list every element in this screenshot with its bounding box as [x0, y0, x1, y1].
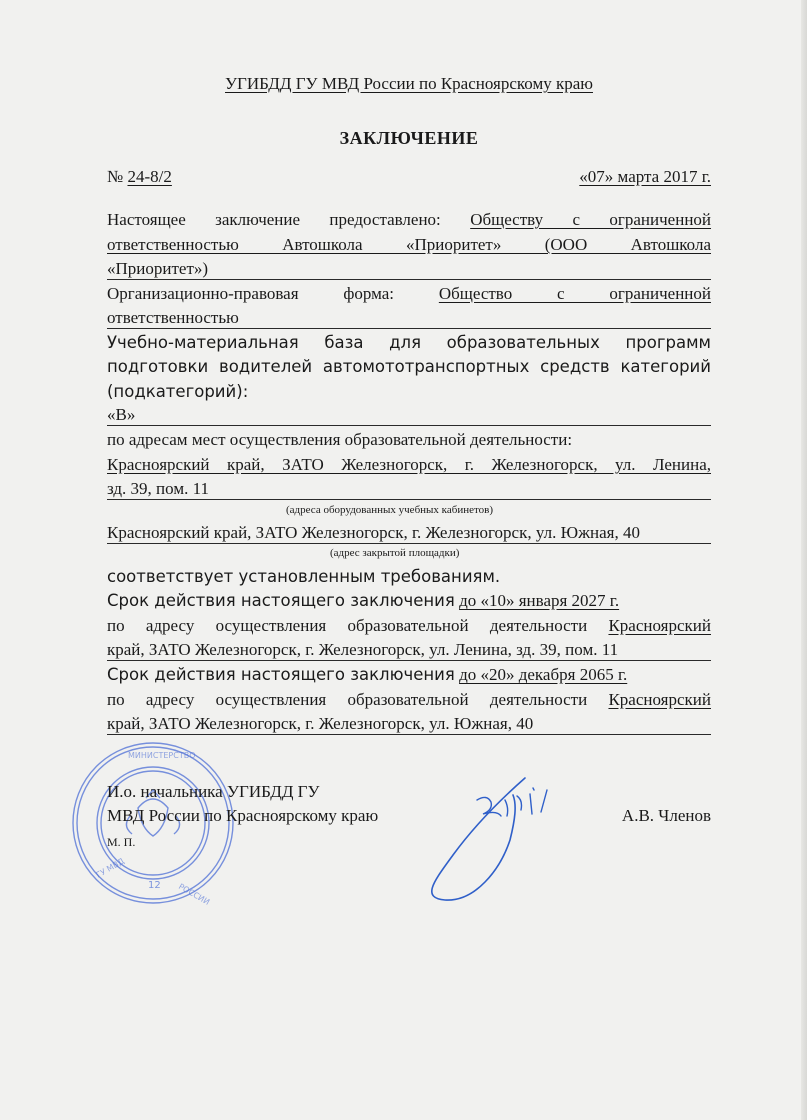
legal-form-value-2: ответственностью: [107, 308, 239, 327]
validity-2-addr-line-2: [107, 714, 711, 735]
category-value: «В»: [107, 405, 136, 424]
validity-1-addr-value-1: Красноярский: [608, 616, 711, 635]
validity-2-line: [107, 665, 711, 685]
svg-text:МИНИСТЕРСТВО: МИНИСТЕРСТВО: [128, 751, 196, 760]
validity-1-date: до «10» января 2027 г.: [459, 591, 620, 610]
validity-1-addr-label: по адресу осуществления образовательной деятельности: [107, 616, 588, 635]
validity-2-addr-value-1: Красноярский: [608, 690, 711, 709]
legal-form-label: Организационно-правовая форма:: [107, 284, 395, 303]
document-title: ЗАКЛЮЧЕНИЕ: [339, 128, 479, 148]
address-2-line: [107, 523, 711, 544]
validity-1-addr-line-2: [107, 640, 711, 661]
address-1-caption: (адреса оборудованных учебных кабинетов): [286, 504, 494, 516]
number-prefix: №: [107, 167, 124, 186]
validity-1-line: [107, 591, 711, 611]
base-line-3: (подкатегорий):: [107, 382, 249, 401]
validity-1-addr-value-2: край, ЗАТО Железногорск, г. Железногорск, ул. Ленина, зд. 39, пом. 11: [107, 640, 619, 659]
validity-2-label: Срок действия настоящего заключения: [107, 665, 455, 684]
address-1-line-2: [107, 479, 711, 500]
validity-2-addr-value-2: край, ЗАТО Железногорск, г. Железногорск, ул. Южная, 40: [107, 714, 534, 733]
address-1-line-1: Красноярский край, ЗАТО Железногорск, г. Железногорск, ул. Ленина,: [107, 455, 711, 474]
provided-to-line-3: [107, 259, 711, 280]
provided-to-label: Настоящее заключение предоставлено:: [107, 210, 441, 229]
seal-number: 12: [148, 880, 161, 891]
address-2-value: Красноярский край, ЗАТО Железногорск, г. Железногорск, ул. Южная, 40: [107, 523, 640, 542]
provided-to-line-2: ответственностью Автошкола «Приоритет» (ООО Автошкола: [107, 235, 711, 254]
legal-form-line-1: [107, 284, 711, 304]
base-line-2: подготовки водителей автомототранспортных средств категорий: [107, 357, 711, 376]
signer-position-1: И.о. начальника УГИБДД ГУ: [107, 782, 320, 801]
provided-to-line-1: [107, 210, 711, 230]
address-2-caption: (адрес закрытой площадки): [330, 547, 460, 559]
document-number: 24-8/2: [127, 167, 172, 186]
validity-1-addr-line-1: [107, 616, 711, 636]
svg-text:РОССИИ: РОССИИ: [177, 881, 212, 907]
legal-form-line-2: [107, 308, 711, 329]
issuing-authority: УГИБДД ГУ МВД России по Красноярскому краю: [225, 74, 593, 93]
address-1-value-2: зд. 39, пом. 11: [107, 479, 209, 498]
document-date: «07» марта 2017 г.: [579, 167, 711, 186]
provided-to-value-1: Обществу с ограниченной: [470, 210, 712, 229]
number-date-row: [107, 167, 711, 187]
validity-2-addr-label: по адресу осуществления образовательной деятельности: [107, 690, 588, 709]
validity-2-addr-line-1: [107, 690, 711, 710]
category-line: [107, 405, 711, 426]
signer-position-2: МВД России по Красноярскому краю: [107, 806, 379, 825]
base-line-1: Учебно-материальная база для образовательных программ: [107, 333, 711, 352]
stamp-place-mark: М. П.: [107, 835, 136, 849]
paper-edge: [801, 0, 807, 1120]
signer-name: А.В. Членов: [621, 806, 711, 825]
validity-1-label: Срок действия настоящего заключения: [107, 591, 455, 610]
addresses-label: по адресам мест осуществления образовательной деятельности:: [107, 430, 573, 449]
complies-text: соответствует установленным требованиям.: [107, 567, 501, 586]
legal-form-value-1: Общество с ограниченной: [438, 284, 711, 303]
provided-to-value-3: «Приоритет»): [107, 259, 209, 278]
validity-2-date: до «20» декабря 2065 г.: [459, 665, 628, 684]
handwritten-signature: [405, 770, 585, 910]
svg-text:ГУ МВД: ГУ МВД: [94, 856, 126, 880]
